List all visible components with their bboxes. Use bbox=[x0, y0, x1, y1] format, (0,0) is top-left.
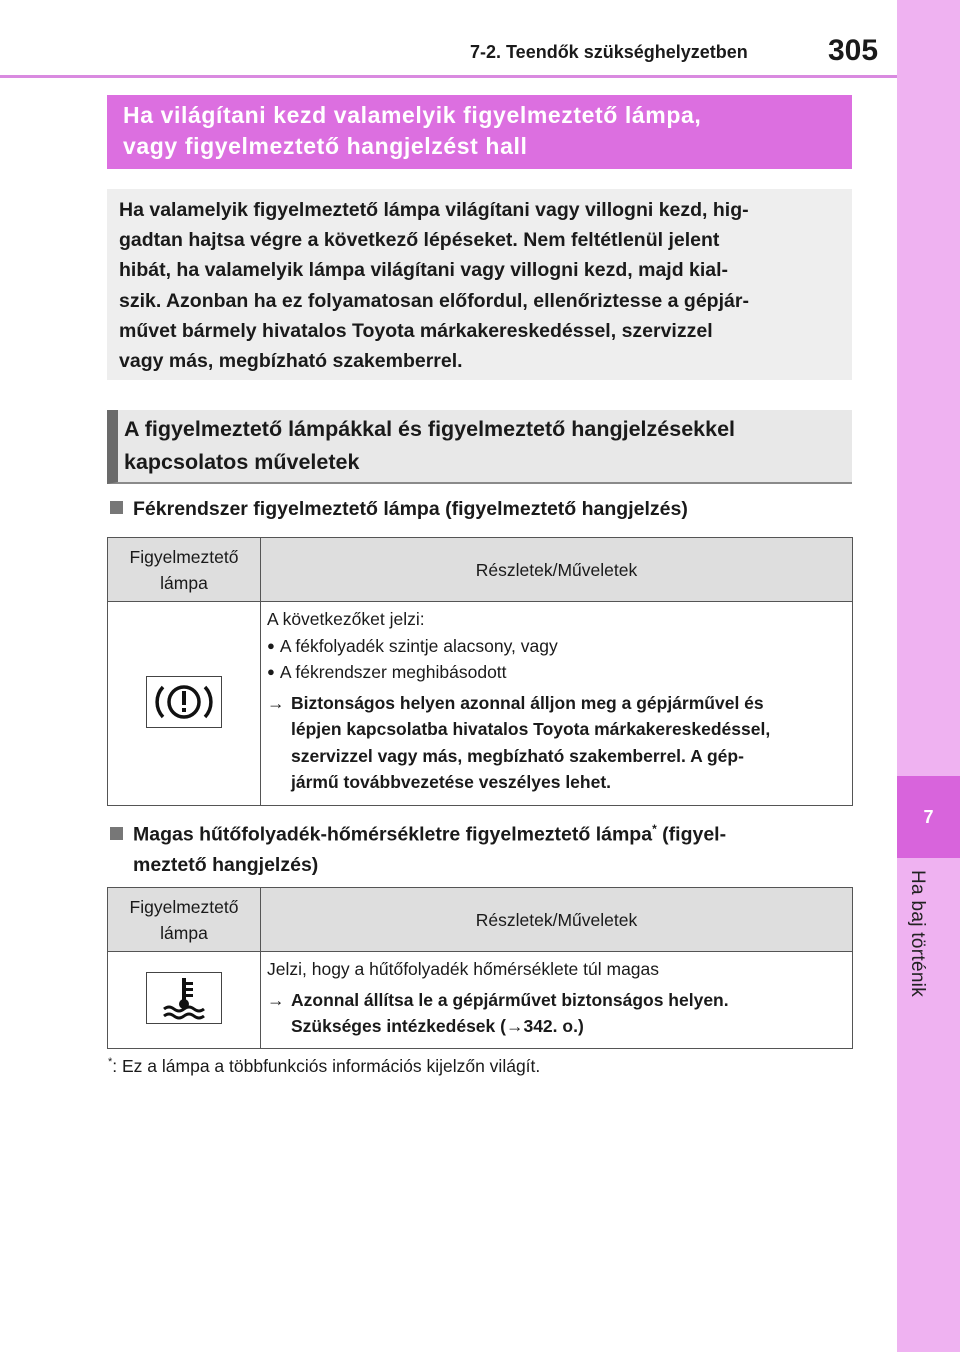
list-item: ● A fékrendszer meghibásodott bbox=[267, 659, 846, 686]
page-number: 305 bbox=[828, 34, 879, 67]
chapter-number-badge: 7 bbox=[897, 776, 960, 858]
subheading-box bbox=[107, 410, 852, 484]
details-intro: Jelzi, hogy a hűtőfolyadék hőmérséklete túl magas bbox=[267, 959, 660, 979]
intro-line: Ha valamelyik figyelmeztető lámpa világítani vagy villogni kezd, hig- bbox=[119, 199, 749, 221]
column-header-details: Részletek/Műveletek bbox=[261, 888, 853, 952]
intro-box bbox=[107, 189, 852, 380]
intro-line: gadtan hajtsa végre a következő lépéseket. Nem feltétlenül jelent bbox=[119, 229, 720, 252]
header-divider bbox=[0, 75, 897, 78]
coolant-temperature-icon bbox=[146, 972, 222, 1024]
coolant-title-tail: (figyel- bbox=[656, 823, 727, 846]
column-header-lamp-line-1: Figyelmeztető bbox=[129, 546, 239, 567]
brake-details-cell bbox=[261, 602, 853, 806]
section-banner bbox=[107, 95, 852, 169]
coolant-title-line-2: meztető hangjelzés) bbox=[133, 853, 319, 876]
section-square-marker bbox=[110, 501, 123, 514]
footnote-text: : Ez a lámpa a többfunkciós információs kijelzőn világít. bbox=[112, 1056, 541, 1076]
lamp-icon-cell bbox=[108, 602, 261, 806]
intro-line: hibát, ha valamelyik lámpa világítani vagy villogni kezd, majd kial- bbox=[119, 259, 729, 282]
chapter-side-tab bbox=[897, 0, 960, 1352]
page-reference-link[interactable]: 342. o.) bbox=[523, 1016, 584, 1036]
brake-warning-icon bbox=[146, 676, 222, 728]
action-line bbox=[291, 1013, 729, 1040]
coolant-details-cell bbox=[261, 952, 853, 1049]
action-line: Biztonságos helyen azonnal álljon meg a gépjárművel és bbox=[291, 692, 764, 713]
banner-line-1: Ha világítani kezd valamelyik figyelmeztető lámpa, bbox=[123, 102, 702, 128]
column-header-lamp-line-1: Figyelmeztető bbox=[129, 896, 239, 917]
subheading-line-2: kapcsolatos műveletek bbox=[124, 450, 360, 474]
action-line: Azonnal állítsa le a gépjárművet biztonságos helyen. bbox=[291, 989, 729, 1010]
footnote-marker: * bbox=[108, 1056, 113, 1069]
column-header-lamp-line-2: lámpa bbox=[160, 572, 208, 593]
brake-section-title bbox=[110, 494, 688, 524]
chapter-title-vertical: Ha baj történik bbox=[907, 870, 928, 998]
brake-section-title-text: Fékrendszer figyelmeztető lámpa (figyelmeztető hangjelzés) bbox=[133, 498, 688, 520]
subheading-line-1: A figyelmeztető lámpákkal és figyelmeztető hangjelzésekkel bbox=[124, 417, 735, 441]
footnote-marker: * bbox=[652, 822, 657, 836]
column-header-lamp-line-2: lámpa bbox=[160, 922, 208, 943]
table-header-row bbox=[108, 538, 853, 602]
list-item: ● A fékfolyadék szintje alacsony, vagy bbox=[267, 633, 846, 660]
lamp-icon-cell bbox=[108, 952, 261, 1049]
footnote bbox=[108, 1056, 540, 1077]
intro-line: művet bármely hivatalos Toyota márkakereskedéssel, szervizzel bbox=[119, 319, 713, 342]
column-header-lamp bbox=[108, 538, 261, 602]
table-row bbox=[108, 952, 853, 1049]
action-instruction bbox=[267, 690, 846, 796]
table-row bbox=[108, 602, 853, 806]
coolant-title-text: Magas hűtőfolyadék-hőmérsékletre figyelmeztető lámpa bbox=[133, 823, 653, 846]
brake-warning-table bbox=[107, 537, 853, 806]
header-section-title: 7-2. Teendők szükséghelyzetben bbox=[470, 42, 748, 62]
page-reference-arrow-icon: → bbox=[505, 1016, 524, 1036]
action-line: jármű továbbvezetése veszélyes lehet. bbox=[291, 772, 612, 792]
coolant-warning-table bbox=[107, 887, 853, 1049]
table-header-row bbox=[108, 888, 853, 952]
action-line-text: Szükséges intézkedések ( bbox=[291, 1016, 506, 1036]
action-line: szervizzel vagy más, megbízható szakemberrel. A gép- bbox=[291, 745, 744, 766]
column-header-lamp bbox=[108, 888, 261, 952]
intro-line: szik. Azonban ha ez folyamatosan előfordul, ellenőriztesse a gépjár- bbox=[119, 289, 749, 312]
section-square-marker bbox=[110, 827, 123, 840]
arrow-icon: → bbox=[267, 989, 285, 1010]
column-header-details: Részletek/Műveletek bbox=[261, 538, 853, 602]
banner-line-2: vagy figyelmeztető hangjelzést hall bbox=[123, 133, 528, 159]
arrow-icon: → bbox=[267, 692, 285, 713]
action-line: lépjen kapcsolatba hivatalos Toyota márkakereskedéssel, bbox=[291, 719, 771, 739]
details-intro: A következőket jelzi: bbox=[267, 609, 425, 629]
intro-line: vagy más, megbízható szakemberrel. bbox=[119, 350, 463, 373]
action-instruction bbox=[267, 987, 846, 1040]
coolant-section-title bbox=[110, 814, 726, 880]
